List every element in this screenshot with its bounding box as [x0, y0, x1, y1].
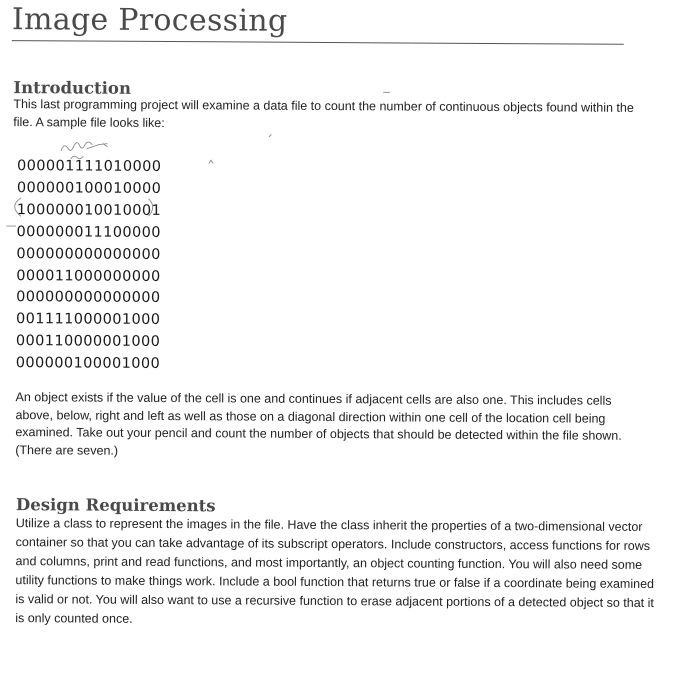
introduction-heading: Introduction	[13, 78, 132, 98]
object-definition-paragraph: An object exists if the value of the cell is one and continues if adjacent cells are also one. This includes cells above, below, right and left as well as those on a diagonal direction within one cell of the location cell being examined. Take out your pencil and count the number of objects that should be detected within the file shown. (There are seven.)	[15, 390, 622, 458]
title-divider	[12, 40, 624, 45]
grid-row: 000000100010000	[16, 180, 162, 197]
grid-row: 000000000000000	[16, 289, 161, 307]
design-requirements-heading: Design Requirements	[15, 495, 216, 516]
grid-row: 000000011100000	[16, 223, 162, 241]
introduction-paragraph: This last programming project will examine a data file to count the number of continuous objects found within the file. A sample file looks like:	[13, 97, 634, 130]
sample-data-grid	[16, 156, 162, 376]
design-requirements-paragraph: Utilize a class to represent the images in the file. Have the class inherit the properties of a two-dimensional vector container so that you can take advantage of its subscript operators. Include constructors, access functions for rows and columns, print and read functions, and most importantly, an object counting function. You will also need some utility functions to make things work. Include a bool function that returns true or false if a coordinate being examined is valid or not. You will also want to use a recursive function to erase adjacent portions of a detected object so that it is only counted once.	[15, 516, 655, 626]
grid-row: 000110000001000	[15, 333, 161, 351]
grid-row: 001111000001000	[16, 311, 161, 329]
grid-row: 000000000000000	[16, 245, 161, 263]
grid-row: 000011000000000	[16, 267, 161, 285]
grid-row: 000001111010000	[16, 158, 162, 175]
grid-row: 000000100001000	[15, 355, 161, 373]
grid-row: 100000010010001	[16, 201, 162, 219]
page-title: Image Processing	[11, 2, 288, 39]
